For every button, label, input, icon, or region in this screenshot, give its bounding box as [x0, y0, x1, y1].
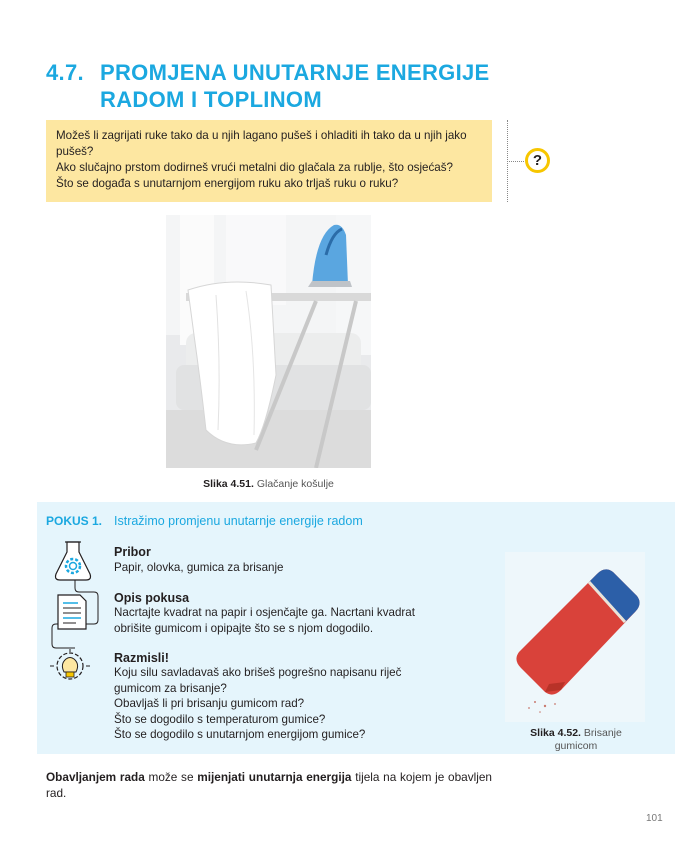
- dotted-connector-h: [507, 161, 524, 162]
- figure-1-text: Glačanje košulje: [256, 478, 334, 490]
- experiment-number: POKUS 1.: [46, 514, 103, 528]
- figure-1-caption: [166, 478, 371, 490]
- conclusion-text: [46, 769, 492, 801]
- document-icon: [52, 593, 92, 631]
- question-2: Ako slučajno prstom dodirneš vrući metalni dio glačala za rublje, što osjećaš?: [56, 161, 453, 174]
- conclusion-text-2: tijela na kojem je obavljen rad.: [46, 770, 492, 800]
- experiment-title: Istražimo promjenu unutarnje energije radom: [114, 514, 363, 528]
- figure-2-caption: [510, 727, 642, 753]
- equipment-line: Papir, olovka, gumica za brisanje: [114, 561, 284, 574]
- description-line: obrišite gumicom i opipajte što se s njom dogodilo.: [114, 621, 374, 635]
- section-number: 4.7.: [46, 60, 84, 85]
- conclusion-bold-2: mijenjati unutarnja energija: [197, 770, 352, 784]
- think-line: gumicom za brisanje?: [114, 681, 227, 695]
- conclusion-bold-1: Obavljanjem rada: [46, 770, 145, 784]
- question-mark-icon: ?: [525, 148, 550, 173]
- question-1: Možeš li zagrijati ruke tako da u njih lagano pušeš i ohladiti ih tako da u njih jako pušeš?: [56, 129, 467, 158]
- figure-2-label: Slika 4.52.: [530, 727, 581, 739]
- section-equipment-heading: Pribor: [114, 545, 151, 559]
- section-title-line1: PROMJENA UNUTARNJE ENERGIJE: [100, 60, 490, 85]
- think-line: Obavljaš li pri brisanju gumicom rad?: [114, 697, 305, 710]
- flask-gear-icon: [50, 540, 96, 584]
- think-line: Što se dogodilo s temperaturom gumice?: [114, 712, 326, 726]
- description-line: Nacrtajte kvadrat na papir i osjenčajte ga. Nacrtani kvadrat: [114, 606, 415, 619]
- section-equipment-text: [114, 560, 494, 576]
- conclusion-text-1: može se: [144, 770, 198, 784]
- section-description-text: [114, 605, 504, 636]
- question-box: [46, 120, 492, 202]
- figure-2-text: Brisanje gumicom: [554, 727, 622, 752]
- section-think-heading: Razmisli!: [114, 651, 169, 665]
- figure-1-label: Slika 4.51.: [203, 478, 254, 490]
- question-3: Što se događa s unutarnjom energijom ruku ako trljaš ruku o ruku?: [56, 177, 399, 190]
- section-think-text: [114, 665, 504, 743]
- think-line: Koju silu savladavaš ako brišeš pogrešno napisanu riječ: [114, 666, 402, 679]
- section-title-line2: RADOM I TOPLINOM: [100, 87, 322, 112]
- ironing-shirt-photo: [166, 215, 371, 468]
- page-number: 101: [646, 813, 663, 824]
- lightbulb-gear-icon: [48, 648, 92, 688]
- think-line: Što se dogodilo s unutarnjom energijom gumice?: [114, 728, 366, 741]
- eraser-photo: [505, 552, 645, 722]
- section-description-heading: Opis pokusa: [114, 591, 190, 605]
